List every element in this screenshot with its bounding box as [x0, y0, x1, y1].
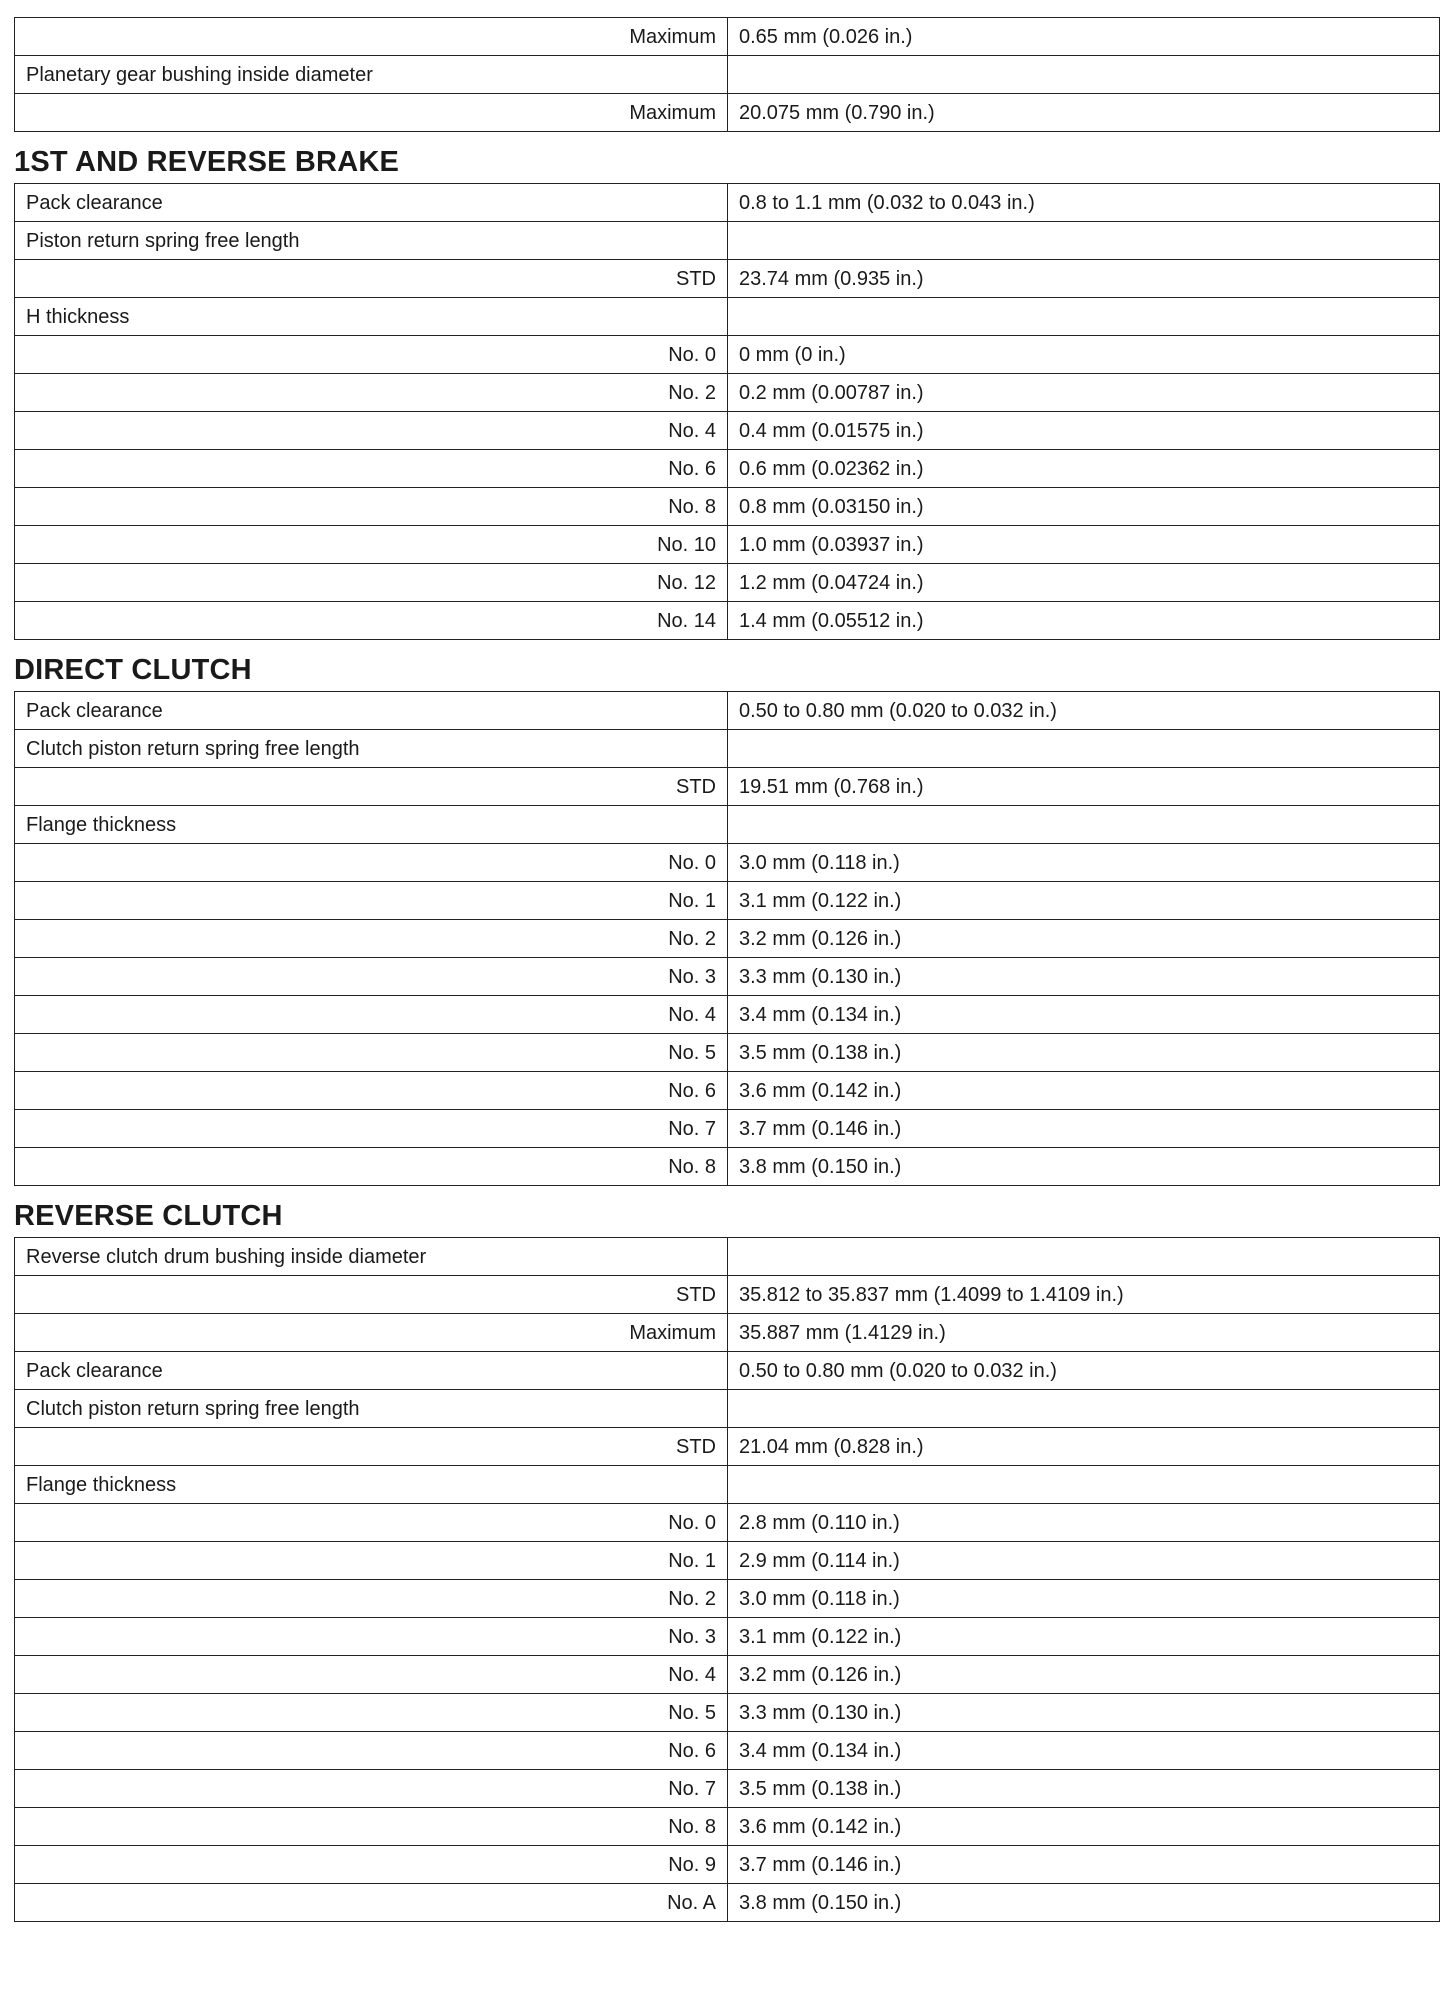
table-row [15, 1466, 1440, 1504]
spec-value: 3.6 mm (0.142 in.) [728, 1808, 1440, 1846]
table-row [15, 882, 1440, 920]
spec-label: No. 2 [15, 920, 728, 958]
spec-label: No. 8 [15, 1148, 728, 1186]
table-row [15, 526, 1440, 564]
spec-label: No. 5 [15, 1694, 728, 1732]
spec-label: No. 0 [15, 844, 728, 882]
spec-value: 3.1 mm (0.122 in.) [728, 1618, 1440, 1656]
table-row [15, 1884, 1440, 1922]
spec-value: 3.0 mm (0.118 in.) [728, 844, 1440, 882]
spec-table-planetary-gear-cont [14, 17, 1440, 132]
spec-label: Pack clearance [15, 184, 728, 222]
table-row [15, 1580, 1440, 1618]
table-row [15, 1732, 1440, 1770]
spec-value: 20.075 mm (0.790 in.) [728, 94, 1440, 132]
spec-label: Flange thickness [15, 806, 728, 844]
spec-label: No. 2 [15, 1580, 728, 1618]
spec-label: Piston return spring free length [15, 222, 728, 260]
spec-value [728, 730, 1440, 768]
spec-value: 1.4 mm (0.05512 in.) [728, 602, 1440, 640]
spec-label: No. 0 [15, 1504, 728, 1542]
spec-value: 0.50 to 0.80 mm (0.020 to 0.032 in.) [728, 1352, 1440, 1390]
table-row [15, 920, 1440, 958]
table-row [15, 1110, 1440, 1148]
spec-label: Reverse clutch drum bushing inside diameter [15, 1238, 728, 1276]
table-row [15, 1148, 1440, 1186]
spec-label: No. 5 [15, 1034, 728, 1072]
spec-label: No. 6 [15, 450, 728, 488]
table-row [15, 602, 1440, 640]
spec-label: No. 1 [15, 1542, 728, 1580]
spec-value: 21.04 mm (0.828 in.) [728, 1428, 1440, 1466]
spec-page [14, 17, 1440, 1922]
spec-value: 3.3 mm (0.130 in.) [728, 1694, 1440, 1732]
table-row [15, 1656, 1440, 1694]
table-row [15, 184, 1440, 222]
table-row [15, 1238, 1440, 1276]
table-row [15, 844, 1440, 882]
table-row [15, 412, 1440, 450]
table-row [15, 1770, 1440, 1808]
spec-value: 3.1 mm (0.122 in.) [728, 882, 1440, 920]
spec-value: 3.5 mm (0.138 in.) [728, 1770, 1440, 1808]
spec-value: 3.4 mm (0.134 in.) [728, 996, 1440, 1034]
spec-value: 0.6 mm (0.02362 in.) [728, 450, 1440, 488]
table-row [15, 488, 1440, 526]
table-row [15, 768, 1440, 806]
table-row [15, 1352, 1440, 1390]
spec-value [728, 806, 1440, 844]
spec-label: Maximum [15, 18, 728, 56]
spec-label: No. 7 [15, 1770, 728, 1808]
table-row [15, 564, 1440, 602]
spec-label: STD [15, 768, 728, 806]
spec-label: STD [15, 260, 728, 298]
spec-value: 2.9 mm (0.114 in.) [728, 1542, 1440, 1580]
spec-value: 0.8 mm (0.03150 in.) [728, 488, 1440, 526]
table-row [15, 958, 1440, 996]
table-row [15, 1542, 1440, 1580]
table-row [15, 996, 1440, 1034]
spec-value: 3.8 mm (0.150 in.) [728, 1884, 1440, 1922]
spec-value: 3.7 mm (0.146 in.) [728, 1846, 1440, 1884]
spec-value [728, 222, 1440, 260]
spec-label: No. A [15, 1884, 728, 1922]
table-row [15, 94, 1440, 132]
spec-label: No. 4 [15, 996, 728, 1034]
table-row [15, 1390, 1440, 1428]
spec-label: No. 4 [15, 1656, 728, 1694]
spec-value: 3.2 mm (0.126 in.) [728, 1656, 1440, 1694]
table-row [15, 298, 1440, 336]
table-row [15, 1072, 1440, 1110]
spec-value: 35.887 mm (1.4129 in.) [728, 1314, 1440, 1352]
table-row [15, 1694, 1440, 1732]
spec-label: No. 8 [15, 488, 728, 526]
table-row [15, 692, 1440, 730]
table-row [15, 1618, 1440, 1656]
spec-label: No. 0 [15, 336, 728, 374]
spec-label: Maximum [15, 1314, 728, 1352]
table-row [15, 730, 1440, 768]
spec-label: No. 7 [15, 1110, 728, 1148]
spec-value [728, 298, 1440, 336]
spec-label: Maximum [15, 94, 728, 132]
spec-label: No. 6 [15, 1732, 728, 1770]
spec-label: No. 2 [15, 374, 728, 412]
table-row [15, 56, 1440, 94]
spec-label: H thickness [15, 298, 728, 336]
spec-label: Flange thickness [15, 1466, 728, 1504]
spec-value [728, 1238, 1440, 1276]
spec-value: 1.2 mm (0.04724 in.) [728, 564, 1440, 602]
spec-label: Clutch piston return spring free length [15, 730, 728, 768]
table-row [15, 450, 1440, 488]
spec-label: No. 12 [15, 564, 728, 602]
spec-label: Clutch piston return spring free length [15, 1390, 728, 1428]
spec-value: 3.4 mm (0.134 in.) [728, 1732, 1440, 1770]
spec-value: 23.74 mm (0.935 in.) [728, 260, 1440, 298]
spec-label: No. 10 [15, 526, 728, 564]
table-row [15, 1034, 1440, 1072]
spec-value: 1.0 mm (0.03937 in.) [728, 526, 1440, 564]
section-title-direct-clutch: DIRECT CLUTCH [14, 654, 252, 686]
table-row [15, 18, 1440, 56]
spec-label: No. 8 [15, 1808, 728, 1846]
table-row [15, 806, 1440, 844]
spec-value: 0.65 mm (0.026 in.) [728, 18, 1440, 56]
spec-value: 3.2 mm (0.126 in.) [728, 920, 1440, 958]
spec-value: 3.0 mm (0.118 in.) [728, 1580, 1440, 1618]
table-row [15, 1276, 1440, 1314]
table-row [15, 1428, 1440, 1466]
spec-label: No. 9 [15, 1846, 728, 1884]
spec-value: 19.51 mm (0.768 in.) [728, 768, 1440, 806]
spec-value: 35.812 to 35.837 mm (1.4099 to 1.4109 in.) [728, 1276, 1440, 1314]
spec-table-first-reverse-brake [14, 183, 1440, 640]
spec-value: 2.8 mm (0.110 in.) [728, 1504, 1440, 1542]
spec-label: No. 1 [15, 882, 728, 920]
spec-value: 3.8 mm (0.150 in.) [728, 1148, 1440, 1186]
spec-table-reverse-clutch [14, 1237, 1440, 1922]
spec-table-direct-clutch [14, 691, 1440, 1186]
spec-value: 3.6 mm (0.142 in.) [728, 1072, 1440, 1110]
spec-value [728, 1390, 1440, 1428]
spec-value: 0.2 mm (0.00787 in.) [728, 374, 1440, 412]
spec-label: No. 3 [15, 1618, 728, 1656]
spec-label: Pack clearance [15, 1352, 728, 1390]
spec-label: No. 14 [15, 602, 728, 640]
spec-value: 0.8 to 1.1 mm (0.032 to 0.043 in.) [728, 184, 1440, 222]
table-row [15, 1808, 1440, 1846]
table-row [15, 1504, 1440, 1542]
spec-label: STD [15, 1428, 728, 1466]
spec-value: 0.4 mm (0.01575 in.) [728, 412, 1440, 450]
spec-label: Planetary gear bushing inside diameter [15, 56, 728, 94]
spec-value: 3.7 mm (0.146 in.) [728, 1110, 1440, 1148]
spec-value: 0 mm (0 in.) [728, 336, 1440, 374]
table-row [15, 222, 1440, 260]
spec-value [728, 1466, 1440, 1504]
spec-label: Pack clearance [15, 692, 728, 730]
spec-value [728, 56, 1440, 94]
table-row [15, 1314, 1440, 1352]
table-row [15, 374, 1440, 412]
section-title-first-reverse-brake: 1ST AND REVERSE BRAKE [14, 146, 400, 178]
spec-label: STD [15, 1276, 728, 1314]
section-title-reverse-clutch: REVERSE CLUTCH [14, 1200, 283, 1232]
spec-value: 0.50 to 0.80 mm (0.020 to 0.032 in.) [728, 692, 1440, 730]
spec-label: No. 4 [15, 412, 728, 450]
spec-label: No. 3 [15, 958, 728, 996]
table-row [15, 1846, 1440, 1884]
spec-value: 3.3 mm (0.130 in.) [728, 958, 1440, 996]
spec-value: 3.5 mm (0.138 in.) [728, 1034, 1440, 1072]
spec-label: No. 6 [15, 1072, 728, 1110]
table-row [15, 260, 1440, 298]
table-row [15, 336, 1440, 374]
